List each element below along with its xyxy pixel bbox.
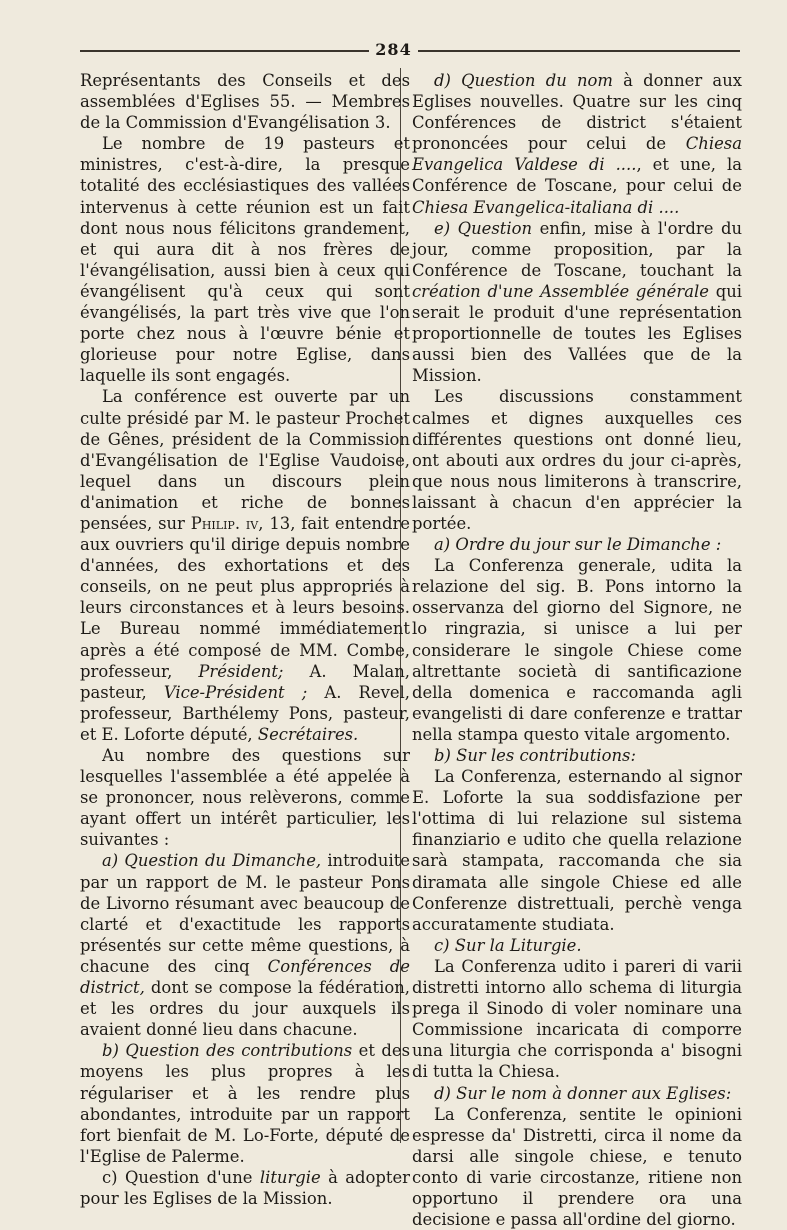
paragraph: Représentants des Conseils et des assemblées d'Eglises 55. — Membres de la Commission d'Evangélisation 3. (80, 71, 410, 133)
question-b: b) Question des contributions et des moyens les plus propres à les régulariser et à les rendre plus abondantes, introduite par un rapport fort bienfait de M. Lo-Forte, député de l'Eglise de Palerme. (80, 1041, 411, 1166)
order-heading-d: d) Sur le nom à donner aux Eglises: (434, 1083, 732, 1103)
paragraph: Le nombre de 19 pasteurs et ministres, c'est-à-dire, la presque totalité des ecclésiastiques des vallées intervenus à cette réunion est un fait dont nous nous félicitons grandement, et qui aura dit à nos frères de l'évangélisation, aussi bien à ceux qui évangélisent qu'à ceux qui sont évangélisés, la part très vive que l'on porte chez nous à l'œuvre bénie et glorieuse pour notre Eglise, dans laquelle ils sont engagés. (80, 134, 410, 386)
paragraph: Au nombre des questions sur lesquelles l'assemblée a été appelée à se prononcer, nous relèverons, comme ayant offert un intérêt particulier, les suivantes : (80, 746, 410, 850)
order-heading-b: b) Sur les contributions: (434, 746, 636, 765)
question-d: d) Question du nom à donner aux Eglises nouvelles. Quatre sur les cinq Conférences de district s'étaient prononcées pour celui de Chiesa Evangelica Valdese di ...., et une, la Conférence de Toscane, pour celui de Chiesa Evangelica-italiana di .... (412, 71, 742, 217)
left-column (80, 70, 410, 1209)
order-text-c: La Conferenza udito i pareri di varii distretti intorno allo schema di liturgia prega il Sinodo di voler nominare una Commissione incaricata di comporre una liturgia che corrisponda a' bisogni di tutta la Chiesa. (412, 956, 742, 1082)
question-e: e) Question enfin, mise à l'ordre du jour, comme proposition, par la Conférence de Toscane, touchant la création d'une Assemblée générale qui serait le produit d'une représentation proportionnelle de toutes les Eglises aussi bien des Vallées que de la Mission. (412, 218, 743, 386)
order-text-b: La Conferenza, esternando al signor E. Loforte la sua soddisfazione per l'ottima di lui relazione sul sistema finanziario e udito che quella relazione sarà stampata, raccomanda che sia diramata alle singole Chiese ed alle Conferenze distrettuali, perchè venga accuratamente studiata. (412, 767, 742, 934)
question-c: c) Question d'une liturgie à adopter pour les Eglises de la Mission. (80, 1167, 410, 1208)
paragraph: Les discussions constamment calmes et dignes auxquelles ces différentes questions ont donné lieu, ont abouti aux ordres du jour ci-après, que nous nous limiterons à transcrire, laissant à chacun d'en apprécier la portée. (412, 387, 742, 533)
order-text-a: La Conferenza generale, udita la relazione del sig. B. Pons intorno la osservanza del giorno del Signore, ne lo ringrazia, si unisce a lui per considerare le singole Chiese come altrettante società di santificazione della domenica e raccomanda agli evangelisti di dare conferenze e trattar nella stampa questo vitale argomento. (412, 556, 742, 744)
scripture-reference: Philip. iv (190, 513, 259, 533)
order-heading-a: a) Ordre du jour sur le Dimanche : (434, 535, 722, 555)
right-column (412, 70, 742, 1230)
question-a: a) Question du Dimanche, introduite par un rapport de M. le pasteur Pons de Livorno résumant avec beaucoup de clarté et d'exactitude les rapports présentés sur cette même questions, à chacune des cinq Conférences de district, dont se compose la fédération, et les ordres du jour auxquels ils avaient donné lieu dans chacune. (80, 851, 410, 1040)
page-number: 284 (0, 40, 787, 59)
order-text-d: La Conferenza, sentite le opinioni espresse da' Distretti, circa il nome da darsi alle singole chiese, e tenuto conto di varie circostanze, ritiene non opportuno il prendere ora una decisione e passa all'ordine del giorno. (412, 1104, 742, 1230)
order-heading-c: c) Sur la Liturgie. (434, 935, 582, 955)
paragraph: La conférence est ouverte par un culte présidé par M. le pasteur Prochet de Gênes, président de la Commission d'Evangélisation de l'Eglise Vaudoise, lequel dans un discours plein d'animation et riche de bonnes pensées, sur Philip. iv, 13, fait entendre aux ouvriers qu'il dirige depuis nombre d'années, des exhortations et des conseils, on ne peut plus appropriés à leurs circonstances et à leurs besoins. Le Bureau nommé immédiatement après a été composé de MM. Combe, professeur, Président; A. Malan, pasteur, Vice-Président ; A. Revel, professeur, Barthélemy Pons, pasteur, et E. Loforte député, Secrétaires. (80, 387, 410, 744)
